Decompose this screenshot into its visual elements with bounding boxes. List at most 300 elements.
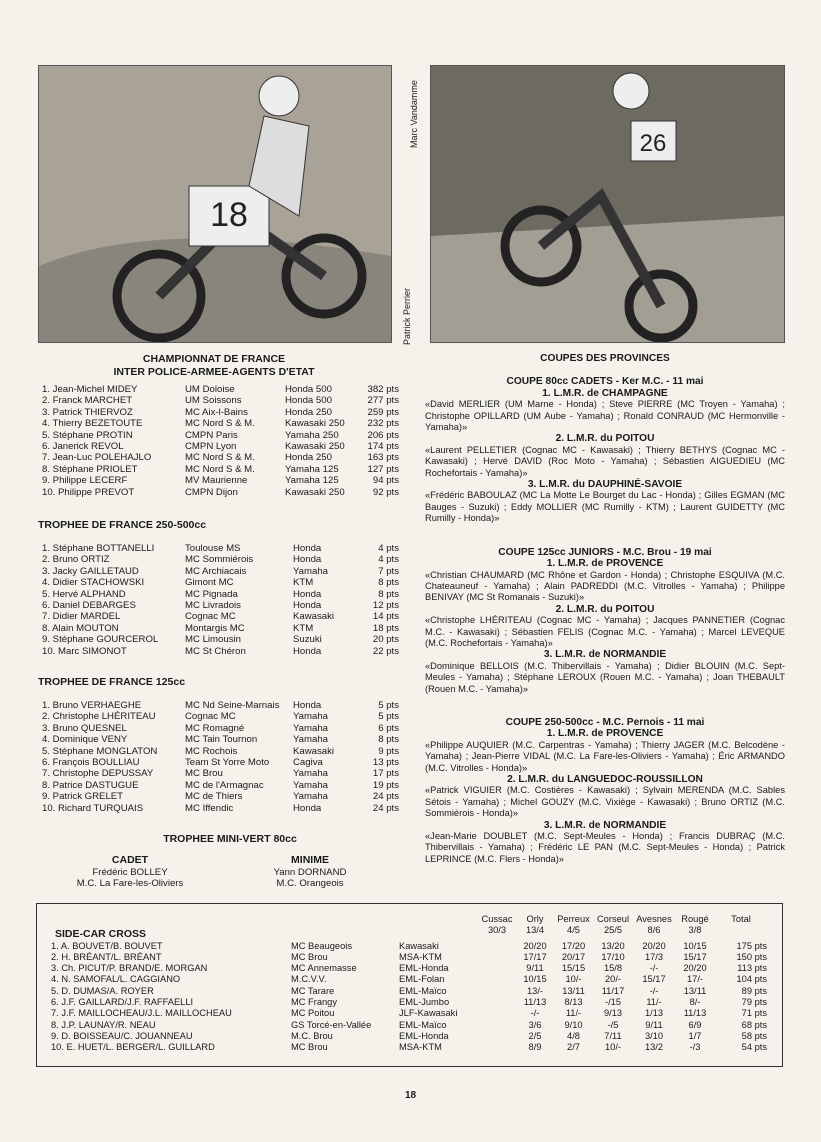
machine: Honda 500 — [285, 395, 332, 407]
club-name: Team St Yorre Moto — [185, 757, 270, 769]
sidecar-crew: 8. J.P. LAUNAY/R. NEAU — [51, 1019, 156, 1030]
sidecar-club: MC Tarare — [291, 985, 335, 996]
sidecar-machine: EML-Maïco — [399, 1019, 447, 1030]
machine: Honda 500 — [285, 384, 332, 395]
c125-second-text: «Christophe LHÉRITEAU (Cognac MC - Yamaha) ; Jacques PANNETIER (Cognac M.C. - Kawasaki) ; Sébastien FELIS (Cognac M.C. - Yamaha) ; Marcel LEVEQUE (M.C. Rochefortais - Yamaha)» — [425, 615, 785, 648]
sidecar-avesnes: -/- — [649, 963, 659, 974]
sidecar-header-dates — [51, 925, 767, 936]
points: 20 pts — [372, 634, 399, 646]
points: 277 pts — [367, 395, 399, 407]
sidecar-rouge: 10/15 — [683, 940, 707, 951]
t250-row — [42, 623, 399, 634]
machine: Kawasaki 250 — [285, 486, 345, 498]
sidecar-cussac — [478, 1008, 516, 1019]
sidecar-row — [51, 952, 767, 963]
sidecar-venue-cell: Avesnes — [636, 914, 672, 924]
bib-number-right: 26 — [639, 130, 667, 157]
sidecar-avesnes: 13/2 — [644, 1042, 664, 1053]
c80-first-heading: 1. L.M.R. de CHAMPAGNE — [542, 387, 668, 399]
sidecar-total: 79 pts — [741, 997, 767, 1008]
sidecar-venue-cell: Corseul — [596, 914, 630, 924]
rider-18-illustration — [39, 66, 391, 342]
machine: Yamaha — [293, 565, 329, 577]
club-name: MC de Thiers — [185, 791, 243, 803]
police-row — [42, 384, 399, 395]
c250-second-heading: 2. L.M.R. du LANGUEDOC-ROUSSILLON — [507, 774, 703, 785]
c80-second-heading: 2. L.M.R. du POITOU — [555, 433, 655, 445]
sidecar-title: SIDE-CAR CROSS — [55, 928, 147, 940]
sidecar-crew: 7. J.F. MAILLOCHEAU/J.L. MAILLOCHEAU — [51, 1008, 232, 1019]
sidecar-rouge: 1/7 — [688, 1030, 702, 1041]
machine: Suzuki — [293, 634, 322, 646]
machine: Kawasaki 250 — [285, 418, 345, 430]
rider-name: 2. Franck MARCHET — [42, 395, 133, 407]
club-name: CMPN Dijon — [185, 486, 238, 498]
sidecar-total: 104 pts — [736, 974, 767, 985]
points: 7 pts — [378, 565, 399, 577]
rider-name: 3. Patrick THIERVOZ — [42, 406, 133, 418]
sidecar-cussac — [478, 952, 516, 963]
t125-row — [42, 791, 399, 802]
sidecar-avesnes: 15/17 — [642, 974, 666, 985]
t125-row — [42, 723, 399, 734]
sidecar-perreux: 11/- — [565, 1008, 582, 1019]
sidecar-crew: 10. E. HUET/L. BERGER/L. GUILLARD — [51, 1042, 215, 1053]
machine: Yamaha — [293, 779, 329, 791]
sidecar-club: MC Brou — [291, 951, 328, 962]
sidecar-row — [51, 963, 767, 974]
points: 8 pts — [378, 577, 399, 589]
sidecar-rouge: 15/17 — [683, 951, 707, 962]
sidecar-orly: 2/5 — [528, 1030, 542, 1041]
machine: Honda — [293, 700, 322, 711]
sidecar-machine: EML-Jumbo — [399, 997, 450, 1008]
rider-name: 9. Stéphane GOURCEROL — [42, 634, 159, 646]
machine: Honda — [293, 802, 322, 814]
points: 18 pts — [372, 622, 399, 634]
club-name: MC Rochois — [185, 745, 238, 757]
sidecar-row — [51, 1031, 767, 1042]
sidecar-corseul: -/15 — [604, 997, 622, 1008]
club-name: UM Doloise — [185, 384, 235, 395]
club-name: MC Romagné — [185, 722, 245, 734]
sidecar-corseul: 10/- — [604, 1042, 622, 1053]
points: 232 pts — [367, 418, 399, 430]
machine: Yamaha — [293, 768, 329, 780]
club-name: UM Soissons — [185, 395, 242, 407]
sidecar-orly: -/- — [530, 1008, 540, 1019]
sidecar-orly: 10/15 — [523, 974, 547, 985]
sidecar-rouge: 6/9 — [688, 1019, 702, 1030]
rider-name: 6. Daniel DEBARGES — [42, 600, 136, 612]
rider-name: 2. Bruno ORTIZ — [42, 554, 110, 566]
points: 382 pts — [367, 384, 399, 395]
points: 94 pts — [372, 475, 399, 487]
sidecar-cussac — [478, 1020, 516, 1031]
t250-row — [42, 589, 399, 600]
page-number: 18 — [404, 1090, 417, 1101]
club-name: MC Brou — [185, 768, 223, 780]
sidecar-orly: 13/- — [526, 985, 544, 996]
rider-name: 3. Bruno QUESNEL — [42, 722, 127, 734]
sidecar-row — [51, 1008, 767, 1019]
sidecar-corseul: 20/- — [604, 974, 622, 985]
sidecar-avesnes: 3/10 — [644, 1030, 664, 1041]
c80-second-text: «Laurent PELLETIER (Cognac MC - Kawasaki) ; Thierry BETHYS (Cognac MC - Kawasaki) ; Hervé DAVID (Roc Moto - Yamaha) ; Sébastien AIGUEDIEU (MC Rochefortais - Yamaha)» — [425, 444, 785, 478]
t250-row — [42, 577, 399, 588]
sidecar-avesnes: 9/11 — [645, 1019, 663, 1030]
rider-name: 3. Jacky GAILLETAUD — [42, 565, 139, 577]
sidecar-corseul: 11/17 — [601, 985, 625, 996]
sidecar-venue-cell: Total — [731, 914, 751, 924]
sidecar-corseul: 15/8 — [603, 963, 623, 974]
t125-results-table — [42, 700, 399, 814]
sidecar-perreux: 13/11 — [562, 985, 585, 996]
rider-name: 5. Stéphane MONGLATON — [42, 745, 158, 757]
club-name: MC Nord S & M. — [185, 463, 255, 475]
machine: Yamaha — [293, 734, 329, 746]
sidecar-total: 150 pts — [736, 951, 767, 962]
points: 6 pts — [378, 722, 399, 734]
sidecar-machine: Kawasaki — [399, 940, 439, 951]
sidecar-avesnes: 11/- — [646, 997, 662, 1008]
sidecar-venue-cell: Orly — [526, 914, 544, 924]
t250-row — [42, 566, 399, 577]
sidecar-machine: EML-Honda — [399, 1030, 449, 1041]
club-name: MC Sommiérois — [185, 554, 254, 566]
police-row — [42, 430, 399, 441]
club-name: MC Limousin — [185, 634, 241, 646]
police-row — [42, 407, 399, 418]
sidecar-row — [51, 1020, 767, 1031]
t250-row — [42, 554, 399, 565]
rider-name: 6. François BOULLIAU — [42, 757, 140, 769]
sidecar-club: M.C. Brou — [291, 1030, 333, 1041]
cadet-block — [40, 855, 220, 890]
points: 14 pts — [372, 611, 399, 623]
sidecar-corseul: 7/11 — [604, 1030, 622, 1041]
points: 92 pts — [372, 486, 399, 498]
sidecar-total: 175 pts — [736, 940, 767, 951]
rider-name: 8. Patrice DASTUGUE — [42, 779, 139, 791]
spacer — [51, 914, 291, 925]
t125-row — [42, 803, 399, 814]
t125-row — [42, 780, 399, 791]
sidecar-perreux: 2/7 — [567, 1042, 580, 1053]
machine: Honda 250 — [285, 452, 332, 464]
points: 4 pts — [378, 543, 399, 554]
t125-row — [42, 734, 399, 745]
sidecar-perreux: 9/10 — [564, 1019, 583, 1030]
sidecar-crew: 5. D. DUMAS/A. ROYER — [51, 985, 154, 996]
c80-third-text: «Frédéric BABOULAZ (MC La Motte Le Bourget du Lac - Honda) ; Gilles EGMAN (MC Bauges - Suzuki) ; Eddy MOLLIER (MC Rumilly - KTM) ; Laurent GUIDETTY (MC Rumilly - Honda)» — [425, 490, 785, 524]
sidecar-row — [51, 974, 767, 985]
sidecar-cussac — [478, 986, 516, 997]
club-name: CMPN Lyon — [185, 441, 237, 453]
machine: Kawasaki — [293, 611, 335, 623]
machine: KTM — [293, 622, 314, 634]
sidecar-machine: MSA-KTM — [399, 951, 442, 962]
minime-block — [240, 855, 380, 890]
club-name: MC de l'Armagnac — [185, 779, 264, 791]
police-row — [42, 487, 399, 498]
machine: Yamaha 125 — [285, 463, 339, 475]
club-name: MC Nd Seine-Marnais — [185, 700, 280, 711]
sidecar-date-cell: 3/8 — [688, 925, 702, 936]
sidecar-machine: JLF-Kawasaki — [399, 1008, 458, 1019]
rider-name: 1. Jean-Michel MIDEY — [42, 384, 138, 395]
sidecar-total: 71 pts — [741, 1008, 767, 1019]
sidecar-club: MC Annemasse — [291, 963, 357, 974]
c80-third-heading: 3. L.M.R. du DAUPHINÉ-SAVOIE — [527, 479, 683, 491]
sidecar-total: 58 pts — [741, 1030, 767, 1041]
rider-name: 7. Didier MARDEL — [42, 611, 121, 623]
club-name: CMPN Paris — [185, 429, 238, 441]
club-name: MV Maurienne — [185, 475, 248, 487]
sidecar-avesnes: 1/13 — [644, 1008, 664, 1019]
sidecar-date-cell — [715, 925, 767, 936]
rider-name: 10. Philippe PREVOT — [42, 486, 135, 498]
sidecar-corseul: 13/20 — [601, 940, 625, 951]
club-name: MC Nord S & M. — [185, 452, 255, 464]
sidecar-machine: EML-Maïco — [399, 985, 447, 996]
rider-name: 1. Bruno VERHAEGHE — [42, 700, 142, 711]
club-name: MC Nord S & M. — [185, 418, 255, 430]
sidecar-orly: 9/11 — [526, 963, 544, 974]
sidecar-cussac — [478, 941, 516, 952]
sidecar-rouge: 8/- — [689, 997, 701, 1008]
provinces-column — [425, 353, 785, 865]
points: 24 pts — [372, 802, 399, 814]
machine: Yamaha 250 — [285, 429, 339, 441]
spacer — [51, 925, 291, 936]
points: 5 pts — [378, 711, 399, 723]
c250-first-text: «Philippe AUQUIER (M.C. Carpentras - Yamaha) ; Thierry JAGER (M.C. Belcodène - Yamaha) ; Jean-Pierre VIDAL (M.C. La Fare-les-Oliviers - Yamaha) ; Éric ARMANDO (M.C. Vitrolles - Honda)» — [425, 739, 785, 773]
t125-row — [42, 768, 399, 779]
sidecar-orly: 3/6 — [528, 1019, 542, 1030]
sidecar-avesnes: 17/3 — [644, 951, 664, 962]
c250-first-heading: 1. L.M.R. de PROVENCE — [546, 728, 664, 740]
rider-name: 4. Dominique VENY — [42, 734, 128, 746]
rider-name: 4. Didier STACHOWSKI — [42, 577, 145, 589]
sidecar-crew: 2. H. BRÉANT/L. BRÉANT — [51, 951, 162, 962]
police-row — [42, 475, 399, 486]
sidecar-date-cell: 4/5 — [567, 925, 580, 936]
c80-title: COUPE 80cc CADETS - Ker M.C. - 11 mai — [506, 376, 704, 388]
sidecar-table — [51, 914, 767, 1054]
sidecar-club: MC Beaugeois — [291, 940, 352, 951]
t250-row — [42, 600, 399, 611]
c250-third-heading: 3. L.M.R. de NORMANDIE — [543, 819, 667, 831]
machine: Yamaha 125 — [285, 475, 339, 487]
machine: Honda — [293, 600, 322, 612]
sidecar-machine: EML-Folan — [399, 974, 445, 985]
sidecar-club: MC Frangy — [291, 997, 337, 1008]
cadet-label: CADET — [111, 854, 149, 866]
sidecar-avesnes: 20/20 — [642, 940, 666, 951]
t125-title: TROPHEE DE FRANCE 125cc — [38, 676, 186, 688]
sidecar-crew: 6. J.F. GAILLARD/J.F. RAFFAELLI — [51, 997, 194, 1008]
police-title-2: INTER POLICE-ARMEE-AGENTS D'ETAT — [113, 366, 315, 378]
points: 24 pts — [372, 791, 399, 803]
points: 163 pts — [367, 452, 399, 464]
sidecar-cussac — [478, 974, 516, 985]
club-name: Montargis MC — [185, 622, 245, 634]
machine: Honda — [293, 645, 322, 657]
sidecar-cussac — [478, 997, 516, 1008]
sidecar-rouge: 20/20 — [683, 963, 707, 974]
sidecar-crew: 3. Ch. PICUT/P. BRAND/E. MORGAN — [51, 963, 208, 974]
bib-number-left: 18 — [210, 196, 248, 234]
machine: Honda — [293, 588, 322, 600]
points: 8 pts — [378, 588, 399, 600]
sidecar-machine: EML-Honda — [399, 963, 449, 974]
sidecar-club: MC Brou — [291, 1042, 328, 1053]
t125-row — [42, 700, 399, 711]
sidecar-venue-cell: Cussac — [481, 914, 513, 924]
machine: Kawasaki — [293, 745, 335, 757]
sidecar-total: 68 pts — [741, 1019, 767, 1030]
machine: Yamaha — [293, 711, 329, 723]
spacer — [399, 925, 478, 936]
club-name: Toulouse MS — [185, 543, 241, 554]
provinces-title: COUPES DES PROVINCES — [540, 353, 670, 364]
sidecar-date-cell: 30/3 — [487, 925, 507, 936]
c125-third-heading: 3. L.M.R. de NORMANDIE — [543, 649, 667, 661]
rider-name: 5. Hervé ALPHAND — [42, 588, 126, 600]
rider-name: 9. Patrick GRELET — [42, 791, 124, 803]
t125-row — [42, 746, 399, 757]
police-results-table — [42, 384, 399, 498]
sidecar-club: GS Torcé-en-Vallée — [291, 1019, 372, 1030]
sidecar-orly: 11/13 — [523, 997, 547, 1008]
club-name: MC Tain Tournon — [185, 734, 258, 746]
rider-name: 7. Christophe DEPUSSAY — [42, 768, 154, 780]
sidecar-row — [51, 997, 767, 1008]
points: 12 pts — [372, 600, 399, 612]
machine: Honda — [293, 543, 322, 554]
c125-first-heading: 1. L.M.R. de PROVENCE — [546, 558, 664, 570]
c250-third-text: «Jean-Marie DOUBLET (M.C. Sept-Meules - Honda) ; Francis DUBRAÇ (M.C. Thibervillais - Yamaha) ; Frédéric LE PAN (M.C. Sept-Meules - Honda) ; Patrick LEPRINCE (M.C. Flers - Honda)» — [425, 831, 785, 864]
points: 9 pts — [378, 745, 399, 757]
sidecar-corseul: -/5 — [607, 1019, 619, 1030]
points: 127 pts — [367, 463, 399, 475]
minime-label: MINIME — [291, 854, 329, 866]
sidecar-club: MC Poitou — [291, 1008, 335, 1019]
sidecar-machine: MSA-KTM — [399, 1042, 442, 1053]
sidecar-box — [36, 903, 783, 1067]
sidecar-crew: 4. N. SAMOFAL/L. CAGGIANO — [51, 974, 181, 985]
points: 174 pts — [367, 441, 399, 453]
cadet-name: Frédéric BOLLEY — [92, 866, 168, 878]
sidecar-total: 54 pts — [741, 1042, 767, 1053]
club-name: MC Aix-l-Bains — [185, 406, 248, 418]
points: 4 pts — [378, 554, 399, 566]
police-title-1: CHAMPIONNAT DE FRANCE — [142, 353, 286, 365]
rider-name: 2. Christophe LHÉRITEAU — [42, 711, 156, 723]
club-name: MC Iffendic — [185, 802, 234, 814]
police-row — [42, 395, 399, 406]
c125-title: COUPE 125cc JUNIORS - M.C. Brou - 19 mai — [498, 546, 712, 558]
sidecar-cussac — [478, 1042, 516, 1053]
sidecar-avesnes: -/- — [649, 985, 659, 996]
sidecar-perreux: 20/17 — [561, 951, 586, 962]
c125-second-heading: 2. L.M.R. du POITOU — [555, 603, 655, 615]
sidecar-crew: 9. D. BOISSEAU/C. JOUANNEAU — [51, 1030, 193, 1041]
sidecar-date-cell: 13/4 — [525, 925, 545, 936]
machine: KTM — [293, 577, 314, 589]
sidecar-perreux: 8/13 — [564, 997, 583, 1008]
machine: Honda 250 — [285, 406, 332, 418]
points: 206 pts — [367, 429, 399, 441]
rider-name: 10. Richard TURQUAIS — [42, 802, 144, 814]
minime-club: M.C. Orangeois — [276, 878, 344, 889]
points: 22 pts — [372, 645, 399, 657]
police-row — [42, 418, 399, 429]
points: 259 pts — [367, 406, 399, 418]
points: 13 pts — [372, 757, 399, 769]
sidecar-orly: 8/9 — [528, 1042, 542, 1053]
rider-name: 9. Philippe LECERF — [42, 475, 128, 487]
sidecar-header-venues — [51, 914, 767, 925]
c125-first-text: «Christian CHAUMARD (MC Rhône et Gardon - Honda) ; Christophe ESQUIVA (M.C. Chateauneuf - Yamaha) ; Alain PADREDDI (M.C. Vitrolles - Yamaha) ; Philippe BENIVAY (MC St Romanais - Suzuki)» — [425, 569, 785, 603]
t125-row — [42, 757, 399, 768]
points: 17 pts — [372, 768, 399, 780]
c125-third-text: «Dominique BELLOIS (M.C. Thibervillais - Yamaha) ; Didier BLOUIN (M.C. Sept-Meules - Yamaha) ; Stéphane LEROUX (Rouen M.C. - Yamaha) ; Joan THEBAULT (Rouen M.C. - Yamaha)» — [425, 660, 785, 694]
photo-credit-left: Marc Vandamme — [409, 80, 419, 148]
club-name: MC St Chéron — [185, 645, 246, 657]
rider-26-illustration — [431, 66, 784, 342]
minime-name: Yann DORNAND — [273, 866, 347, 878]
rider-name: 7. Jean-Luc POLEHAJLO — [42, 452, 152, 464]
machine: Cagiva — [293, 757, 323, 769]
c80-first-text: «David MERLIER (UM Marne - Honda) ; Steve PIERRE (MC Troyen - Yamaha) ; Christophe OPILLARD (UM Aube - Yamaha) ; Ronald CONRAUD (MC Hermonville - Yamaha)» — [425, 399, 785, 433]
t125-row — [42, 711, 399, 722]
rider-name: 6. Janerick REVOL — [42, 441, 124, 453]
c250-title: COUPE 250-500cc - M.C. Pernois - 11 mai — [505, 716, 705, 728]
photo-credit-right: Patrick Perrier — [402, 287, 412, 345]
rider-name: 4. Thierry BEZETOUTE — [42, 418, 143, 430]
sidecar-date-cell: 8/6 — [647, 925, 661, 936]
sidecar-rouge: 13/11 — [683, 985, 707, 996]
club-name: Cognac MC — [185, 611, 236, 623]
sidecar-perreux: 4/8 — [567, 1030, 580, 1041]
sidecar-row — [51, 986, 767, 997]
sidecar-perreux: 10/- — [565, 974, 582, 985]
rider-name: 1. Stéphane BOTTANELLI — [42, 543, 155, 554]
sidecar-crew: 1. A. BOUVET/B. BOUVET — [51, 940, 163, 951]
club-name: Gimont MC — [185, 577, 234, 589]
rider-name: 5. Stéphane PROTIN — [42, 429, 133, 441]
machine: Yamaha — [293, 791, 329, 803]
club-name: MC Pignada — [185, 588, 238, 600]
points: 8 pts — [378, 734, 399, 746]
sidecar-orly: 17/17 — [523, 951, 547, 962]
cadet-club: M.C. La Fare-les-Oliviers — [76, 878, 184, 889]
motocross-photo-left — [38, 65, 392, 343]
police-row — [42, 441, 399, 452]
sidecar-rouge: 17/- — [686, 974, 704, 985]
points: 19 pts — [372, 779, 399, 791]
sidecar-corseul: 17/10 — [601, 951, 625, 962]
sidecar-orly: 20/20 — [523, 940, 547, 951]
sidecar-corseul: 9/13 — [603, 1008, 623, 1019]
rider-name: 10. Marc SIMONOT — [42, 645, 127, 657]
sidecar-venue-cell: Rougé — [681, 914, 709, 924]
sidecar-total: 89 pts — [741, 985, 767, 996]
t250-row — [42, 634, 399, 645]
police-row — [42, 452, 399, 463]
